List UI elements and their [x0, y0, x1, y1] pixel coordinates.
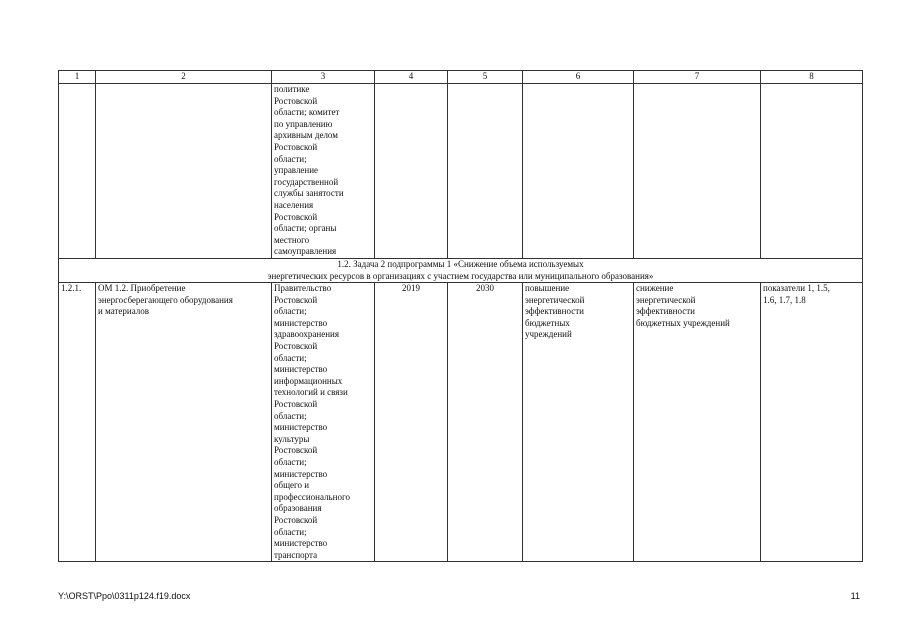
header-col-4: 4 [375, 71, 448, 84]
continued-cell-2 [96, 84, 272, 259]
header-col-5: 5 [448, 71, 523, 84]
cell-line: политике [274, 84, 310, 94]
cell-line: министерство [274, 468, 328, 479]
continued-cell-7 [634, 84, 761, 259]
cell-line: повышение [525, 283, 570, 294]
header-col-1: 1 [59, 71, 96, 84]
item-consequence-cell [634, 283, 761, 562]
cell-line: здравоохранения [274, 329, 340, 340]
cell-line: области; [274, 457, 307, 467]
item-number: 1.2.1. [59, 283, 96, 562]
cell-line: министерство [274, 364, 328, 375]
cell-line: технологий и связи [274, 387, 348, 398]
cell-line: показатели 1, 1.5, [763, 283, 830, 294]
header-col-2: 2 [96, 71, 272, 84]
cell-line: бюджетных учреждений [636, 317, 730, 328]
cell-line: энергетической [525, 294, 585, 305]
header-col-7: 7 [634, 71, 761, 84]
header-col-6: 6 [523, 71, 634, 84]
item-indicators-cell [761, 283, 863, 562]
item-result-cell [523, 283, 634, 562]
item-name-cell [96, 283, 272, 562]
task-heading-cell [59, 258, 863, 282]
cell-line: Ростовской [274, 514, 318, 525]
task-heading-line-1: 1.2. Задача 2 подпрограммы 1 «Снижение объема используемых [337, 258, 584, 269]
cell-line: Ростовской [274, 341, 318, 352]
cell-line: информационных [274, 375, 343, 386]
cell-line: Ростовской [274, 399, 318, 410]
task-heading-line-2: энергетических ресурсов в организациях с участием государства или муниципального образования» [267, 270, 654, 281]
cell-line: общего и [274, 480, 310, 491]
cell-line: Правительство [274, 283, 332, 294]
cell-line: службы занятости [274, 188, 344, 199]
footer-page-number: 11 [850, 591, 860, 601]
continued-cell-6 [523, 84, 634, 259]
cell-line: министерство [274, 422, 328, 433]
header-col-3: 3 [272, 71, 375, 84]
cell-line: министерство [274, 317, 328, 328]
cell-line: министерство [274, 538, 328, 549]
cell-line: местного [274, 234, 310, 245]
cell-line: эффективности [636, 306, 695, 317]
program-table [58, 70, 863, 562]
cell-line: бюджетных [525, 317, 570, 328]
cell-line: архивным делом [274, 130, 338, 141]
item-row [59, 283, 863, 562]
cell-line: снижение [636, 283, 674, 294]
cell-line: области; органы [274, 223, 337, 234]
cell-line: управление [274, 165, 319, 176]
cell-line: учреждений [525, 329, 572, 340]
continued-cell-5 [448, 84, 523, 259]
cell-line: энергетической [636, 294, 696, 305]
continued-cell-8 [761, 84, 863, 259]
continued-executors-cell [272, 84, 375, 259]
cell-line: профессионального [274, 491, 350, 502]
header-col-8: 8 [761, 71, 863, 84]
cell-line: образования [274, 503, 322, 514]
continued-cell-4 [375, 84, 448, 259]
item-start-year: 2019 [375, 283, 448, 562]
cell-line: и материалов [98, 306, 150, 317]
continued-row [59, 84, 863, 259]
cell-line: области; [274, 153, 307, 164]
cell-line: по управлению [274, 118, 333, 129]
cell-line: области; [274, 306, 307, 317]
cell-line: Ростовской [274, 445, 318, 456]
cell-line: энергосберегающего оборудования [98, 294, 233, 305]
task-row [59, 258, 863, 282]
cell-line: государственной [274, 176, 339, 187]
cell-line: ОМ 1.2. Приобретение [98, 283, 186, 294]
cell-line: Ростовской [274, 141, 318, 152]
header-row [59, 71, 863, 84]
item-executors-cell [272, 283, 375, 562]
continued-cell-1 [59, 84, 96, 259]
cell-line: Ростовской [274, 211, 318, 222]
cell-line: области; [274, 410, 307, 421]
cell-line: области; [274, 352, 307, 363]
cell-line: Ростовской [274, 95, 318, 106]
footer-file-path: Y:\ORST\Ppo\0311p124.f19.docx [58, 591, 191, 601]
cell-line: населения [274, 199, 314, 210]
cell-line: самоуправления [274, 246, 337, 257]
cell-line: области; комитет [274, 107, 340, 118]
cell-line: Ростовской [274, 294, 318, 305]
item-end-year: 2030 [448, 283, 523, 562]
cell-line: области; [274, 526, 307, 537]
cell-line: транспорта [274, 549, 318, 560]
cell-line: 1.6, 1.7, 1.8 [763, 294, 806, 305]
cell-line: эффективности [525, 306, 584, 317]
cell-line: культуры [274, 433, 310, 444]
